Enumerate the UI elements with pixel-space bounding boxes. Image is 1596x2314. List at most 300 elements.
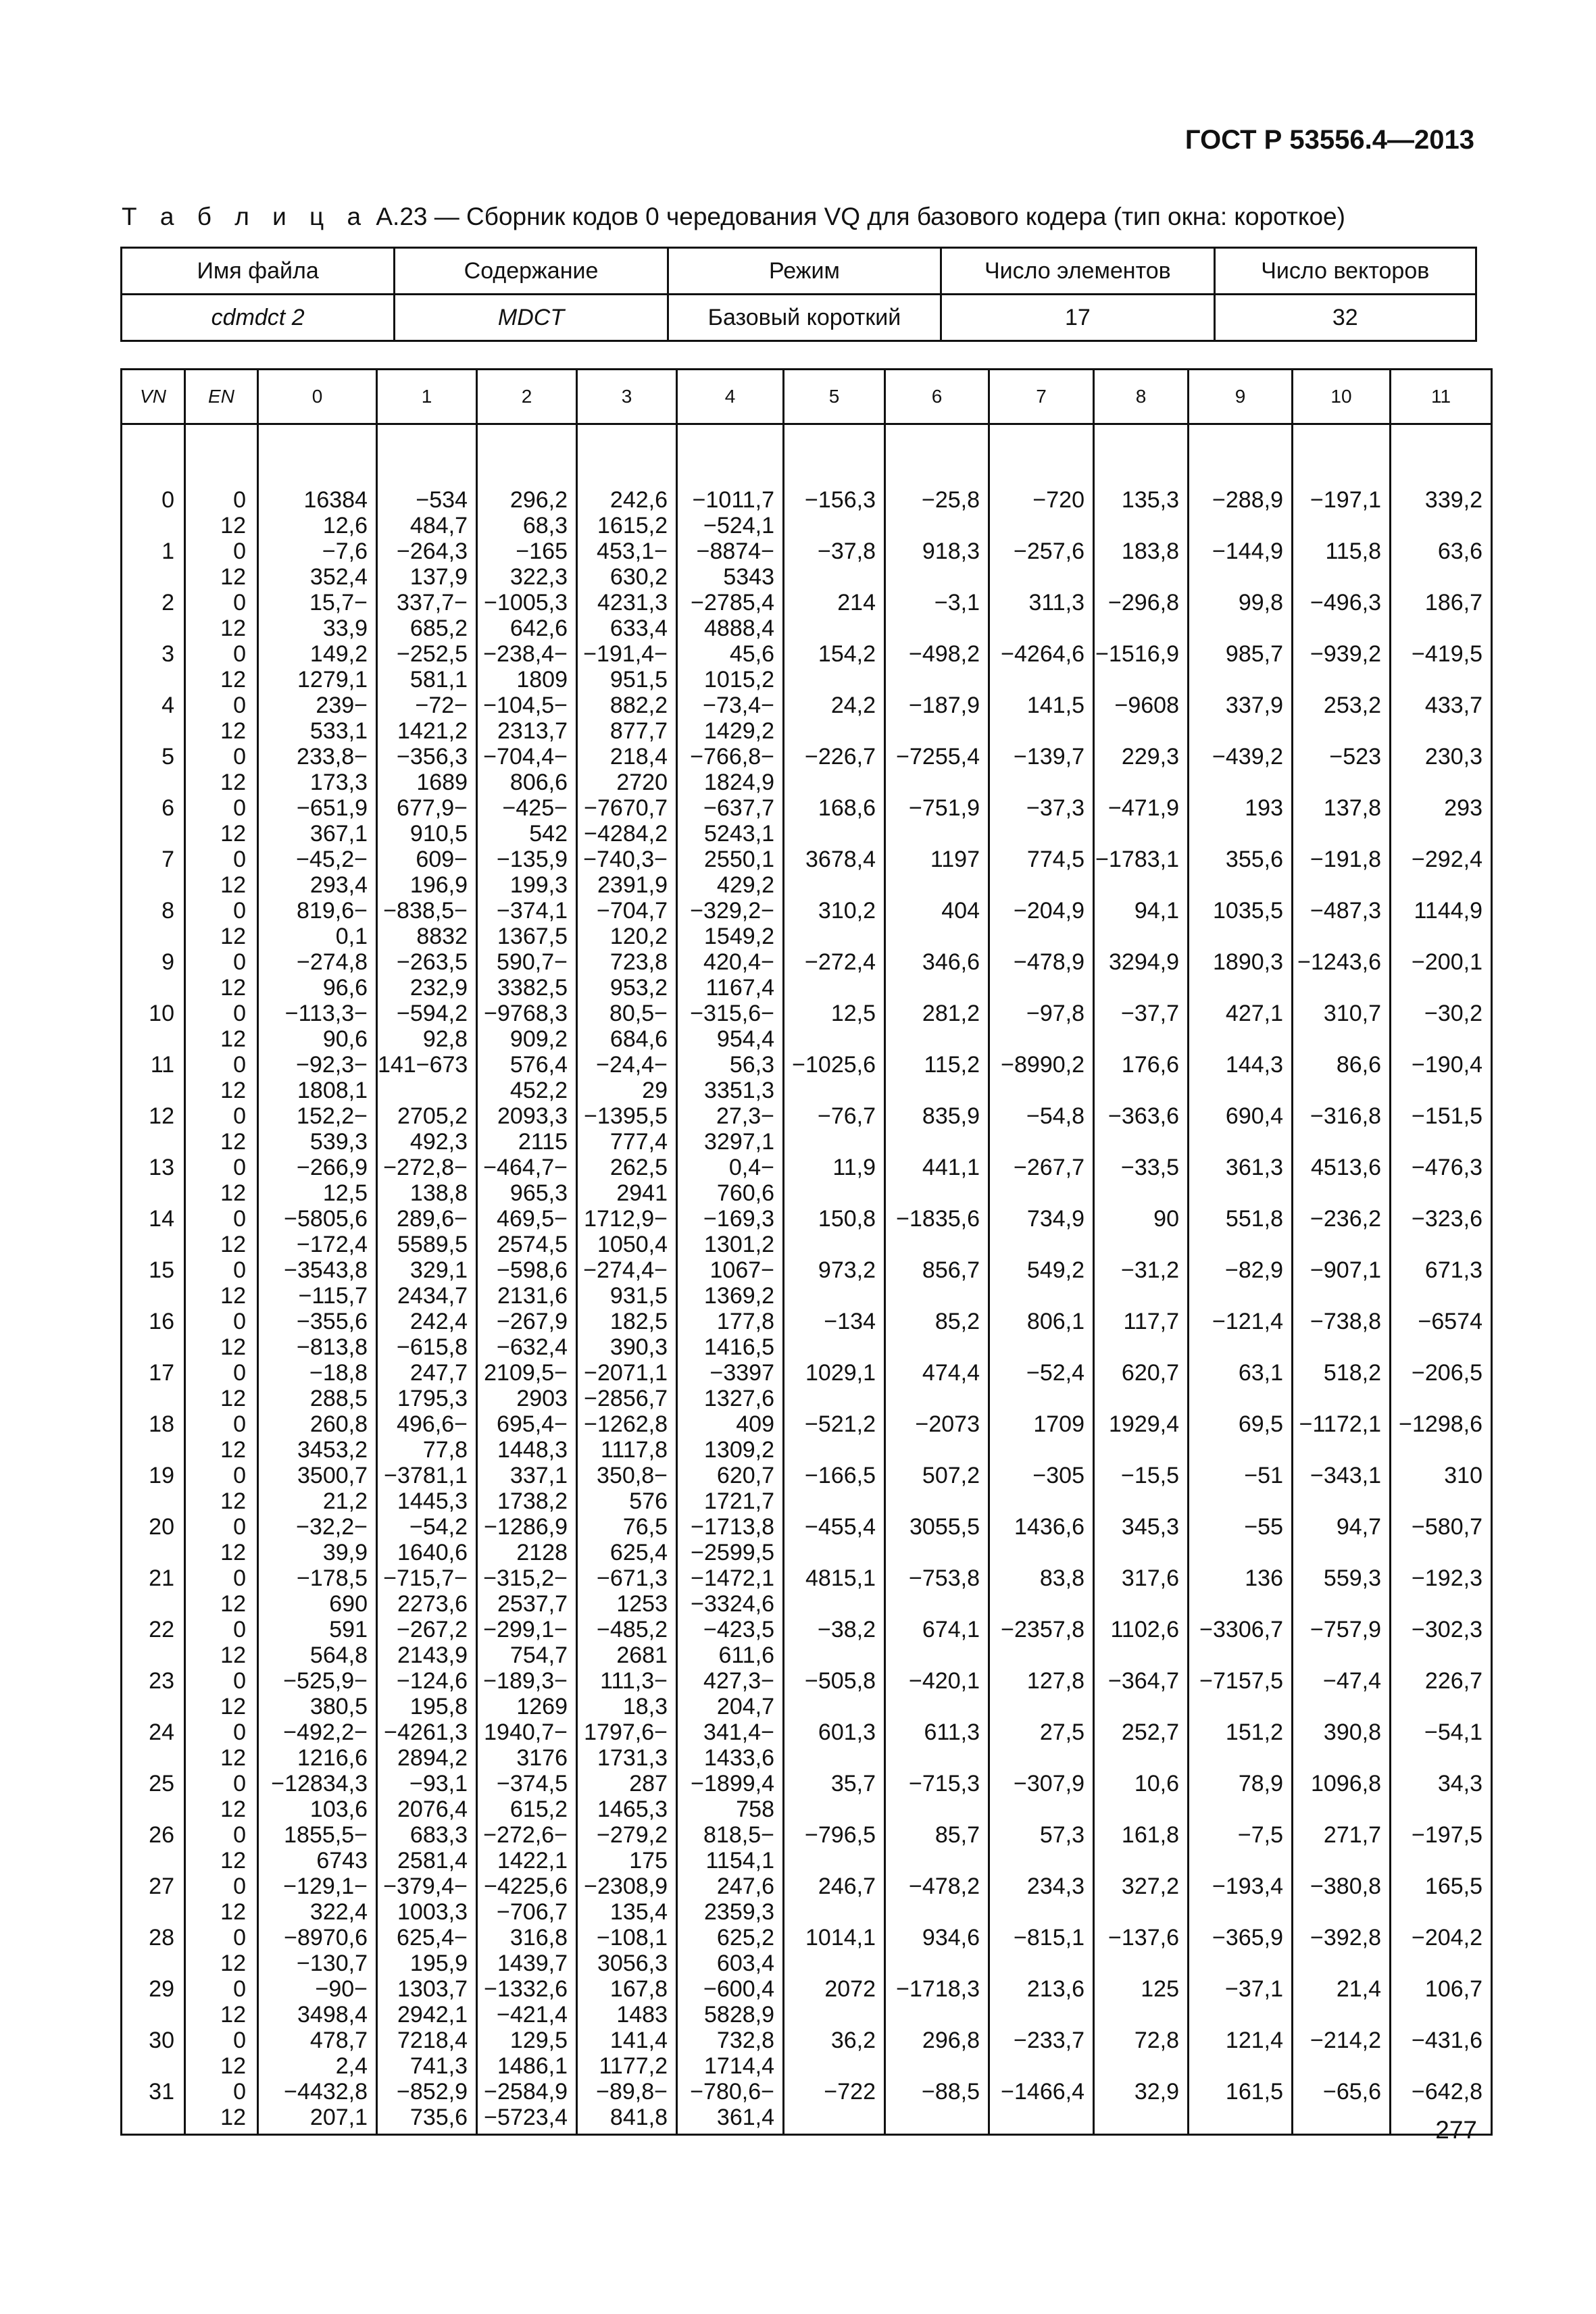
- en-value: 12: [220, 667, 246, 693]
- cell-value: [784, 1848, 876, 1873]
- info-mode: Базовый короткий: [668, 295, 941, 341]
- cell-value: −1243,6: [1297, 949, 1381, 975]
- cell-value: 2273,6: [397, 1591, 468, 1617]
- value-cell: [577, 898, 677, 949]
- cell-value: 103,6: [309, 1796, 368, 1822]
- cell-value: 355,6: [1225, 847, 1283, 872]
- cell-value: [1391, 1386, 1482, 1411]
- cell-value: 204,7: [716, 1694, 774, 1719]
- cell-value: [990, 1386, 1084, 1411]
- cell-value: −706,7: [497, 1899, 568, 1925]
- cell-value: 76,5: [622, 1514, 668, 1540]
- value-cell: [258, 424, 377, 539]
- value-cell: [677, 1925, 784, 1976]
- value-cell: [258, 1565, 377, 1617]
- cell-value: 620,7: [716, 1463, 774, 1488]
- vn-cell: [122, 2079, 185, 2135]
- value-cell: [1189, 795, 1293, 847]
- cell-value: −206,5: [1412, 1360, 1482, 1386]
- cell-value: 152,2−: [297, 1103, 368, 1129]
- value-cell: [258, 538, 377, 590]
- value-cell: [577, 693, 677, 744]
- cell-value: 1102,6: [1110, 1617, 1179, 1642]
- cell-value: [1095, 1232, 1179, 1257]
- value-cell: [1094, 1719, 1189, 1771]
- cell-value: [990, 1642, 1084, 1668]
- value-cell: [577, 1052, 677, 1103]
- table-row: [122, 1822, 1492, 1873]
- cell-value: [1095, 1848, 1179, 1873]
- cell-value: 186,7: [1424, 590, 1482, 615]
- cell-value: 1486,1: [497, 2053, 568, 2079]
- cell-value: 27,3−: [716, 1103, 774, 1129]
- caption-text: А.23 — Сборник кодов 0 чередования VQ для базового кодера (тип окна: короткое): [369, 203, 1345, 230]
- value-cell: [1391, 693, 1492, 744]
- cell-value: [886, 1283, 980, 1309]
- cell-value: 951,5: [609, 667, 668, 693]
- codebook-info-table: [120, 247, 1477, 342]
- vn-value: 9: [161, 949, 174, 975]
- cell-value: [1391, 564, 1482, 590]
- cell-value: 630,2: [609, 564, 668, 590]
- cell-value: 34,3: [1437, 1771, 1482, 1796]
- column-header: 11: [1391, 370, 1492, 424]
- value-cell: [1293, 1257, 1391, 1309]
- cell-value: 1448,3: [497, 1437, 568, 1463]
- vn-value: 7: [161, 847, 174, 872]
- cell-value: 329,1: [409, 1257, 468, 1283]
- cell-value: [1095, 1488, 1179, 1514]
- cell-value: −267,7: [1014, 1155, 1084, 1180]
- value-cell: [477, 538, 577, 590]
- cell-value: 135,3: [1121, 487, 1179, 513]
- cell-value: 2942,1: [397, 2002, 468, 2028]
- cell-value: 1144,9: [1414, 898, 1482, 924]
- value-cell: [989, 538, 1094, 590]
- cell-value: −815,1: [1014, 1925, 1084, 1951]
- cell-value: −37,3: [1026, 795, 1084, 821]
- cell-value: 341,4−: [703, 1719, 774, 1745]
- value-cell: [677, 1206, 784, 1257]
- cell-value: 1177,2: [599, 2053, 668, 2079]
- table-row: [122, 898, 1492, 949]
- cell-value: 1367,5: [497, 924, 568, 949]
- cell-value: 2131,6: [497, 1283, 568, 1309]
- en-value: 12: [220, 513, 246, 538]
- en-value: 12: [220, 718, 246, 744]
- cell-value: −189,3−: [483, 1668, 568, 1694]
- en-value: 0: [233, 1976, 246, 2002]
- cell-value: [1189, 1078, 1283, 1103]
- cell-value: 841,8: [609, 2105, 668, 2130]
- cell-value: 99,8: [1238, 590, 1283, 615]
- table-row: [122, 693, 1492, 744]
- value-cell: [258, 2028, 377, 2079]
- value-cell: [1094, 1976, 1189, 2028]
- cell-value: 1640,6: [397, 1540, 468, 1565]
- cell-value: −751,9: [909, 795, 980, 821]
- cell-value: 2115: [518, 1129, 568, 1155]
- cell-value: [1391, 1026, 1482, 1052]
- cell-value: −740,3−: [583, 847, 668, 872]
- value-cell: [477, 1771, 577, 1822]
- vn-value: 26: [149, 1822, 174, 1848]
- value-cell: [989, 2028, 1094, 2079]
- cell-value: [1189, 718, 1283, 744]
- cell-value: [1391, 1437, 1482, 1463]
- cell-value: 361,3: [1225, 1155, 1283, 1180]
- cell-value: −191,4−: [583, 641, 668, 667]
- cell-value: 350,8−: [597, 1463, 668, 1488]
- cell-value: −3306,7: [1199, 1617, 1283, 1642]
- value-cell: [477, 1103, 577, 1155]
- cell-value: 10,6: [1134, 1771, 1179, 1796]
- en-cell: [185, 1822, 258, 1873]
- cell-value: 603,4: [716, 1951, 774, 1976]
- value-cell: [258, 1001, 377, 1052]
- cell-value: [886, 1334, 980, 1360]
- cell-value: [1391, 1129, 1482, 1155]
- cell-value: [886, 2002, 980, 2028]
- cell-value: [1095, 1026, 1179, 1052]
- cell-value: 32,9: [1134, 2079, 1179, 2105]
- cell-value: −51: [1244, 1463, 1283, 1488]
- cell-value: [1189, 1026, 1283, 1052]
- cell-value: −4264,6: [1001, 641, 1084, 667]
- table-row: [122, 590, 1492, 641]
- cell-value: 1797,6−: [584, 1719, 668, 1745]
- cell-value: 484,7: [409, 513, 468, 538]
- cell-value: 2143,9: [397, 1642, 468, 1668]
- value-cell: [784, 1668, 885, 1719]
- cell-value: [886, 1437, 980, 1463]
- cell-value: [1293, 975, 1381, 1001]
- vn-value: 12: [149, 1103, 174, 1129]
- value-cell: [885, 1565, 989, 1617]
- cell-value: −113,3−: [284, 1001, 368, 1026]
- cell-value: 239−: [316, 693, 368, 718]
- value-cell: [377, 538, 477, 590]
- cell-value: [990, 1591, 1084, 1617]
- value-cell: [989, 1565, 1094, 1617]
- table-row: [122, 795, 1492, 847]
- cell-value: [990, 1180, 1084, 1206]
- cell-value: 293,4: [309, 872, 368, 898]
- cell-value: [1293, 2053, 1381, 2079]
- cell-value: [1189, 1848, 1283, 1873]
- value-cell: [377, 795, 477, 847]
- cell-value: −1011,7: [692, 487, 774, 513]
- value-cell: [677, 1668, 784, 1719]
- cell-value: [1391, 770, 1482, 795]
- cell-value: −796,5: [805, 1822, 876, 1848]
- cell-value: [1189, 1129, 1283, 1155]
- value-cell: [477, 641, 577, 693]
- cell-value: −72−: [415, 693, 468, 718]
- cell-value: 18,3: [622, 1694, 668, 1719]
- cell-value: 296,8: [922, 2028, 980, 2053]
- cell-value: 1035,5: [1213, 898, 1283, 924]
- vn-cell: [122, 693, 185, 744]
- cell-value: −200,1: [1412, 949, 1482, 975]
- value-cell: [477, 1257, 577, 1309]
- cell-value: 3498,4: [297, 2002, 368, 2028]
- cell-value: −671,3: [597, 1565, 668, 1591]
- value-cell: [1094, 1822, 1189, 1873]
- cell-value: 242,6: [609, 487, 668, 513]
- cell-value: 154,2: [818, 641, 876, 667]
- cell-value: 734,9: [1026, 1206, 1084, 1232]
- cell-value: 507,2: [922, 1463, 980, 1488]
- cell-value: −365,9: [1212, 1925, 1283, 1951]
- cell-value: 150,8: [818, 1206, 876, 1232]
- value-cell: [885, 2079, 989, 2135]
- cell-value: −2073: [915, 1411, 980, 1437]
- cell-value: 56,3: [729, 1052, 774, 1078]
- cell-value: [886, 1642, 980, 1668]
- table-row: [122, 1052, 1492, 1103]
- column-header: VN: [122, 370, 185, 424]
- value-cell: [377, 1257, 477, 1309]
- cell-value: 289,6−: [397, 1206, 468, 1232]
- value-cell: [258, 1925, 377, 1976]
- cell-value: 835,9: [922, 1103, 980, 1129]
- cell-value: −757,9: [1310, 1617, 1381, 1642]
- en-value: 12: [220, 1437, 246, 1463]
- value-cell: [577, 538, 677, 590]
- value-cell: [477, 1155, 577, 1206]
- value-cell: [1293, 1309, 1391, 1360]
- cell-value: [886, 1951, 980, 1976]
- cell-value: [1095, 615, 1179, 641]
- cell-value: −24,4−: [596, 1052, 668, 1078]
- cell-value: −738,8: [1310, 1309, 1381, 1334]
- cell-value: [1293, 1591, 1381, 1617]
- cell-value: [886, 1180, 980, 1206]
- vn-value: 21: [149, 1565, 174, 1591]
- cell-value: −252,5: [397, 641, 468, 667]
- value-cell: [989, 1052, 1094, 1103]
- cell-value: −197,1: [1310, 487, 1381, 513]
- value-cell: [377, 1617, 477, 1668]
- cell-value: [1293, 1232, 1381, 1257]
- cell-value: 4815,1: [805, 1565, 876, 1591]
- en-value: 0: [233, 1925, 246, 1951]
- value-cell: [885, 1873, 989, 1925]
- vn-cell: [122, 744, 185, 795]
- value-cell: [477, 1514, 577, 1565]
- cell-value: [990, 1129, 1084, 1155]
- cell-value: −374,5: [497, 1771, 568, 1796]
- value-cell: [784, 1052, 885, 1103]
- cell-value: 918,3: [922, 538, 980, 564]
- cell-value: −3397: [709, 1360, 774, 1386]
- value-cell: [1293, 1155, 1391, 1206]
- value-cell: [989, 795, 1094, 847]
- value-cell: [258, 847, 377, 898]
- cell-value: −704,4−: [483, 744, 568, 770]
- cell-value: 120,2: [609, 924, 668, 949]
- value-cell: [1189, 1719, 1293, 1771]
- cell-value: [784, 1642, 876, 1668]
- value-cell: [1391, 1925, 1492, 1976]
- cell-value: [990, 975, 1084, 1001]
- cell-value: [1391, 872, 1482, 898]
- value-cell: [258, 1360, 377, 1411]
- cell-value: 2581,4: [397, 1848, 468, 1873]
- cell-value: −9608: [1114, 693, 1179, 718]
- value-cell: [677, 1463, 784, 1514]
- cell-value: [886, 718, 980, 744]
- cell-value: −124,6: [397, 1668, 468, 1694]
- cell-value: [886, 1129, 980, 1155]
- cell-value: 954,4: [716, 1026, 774, 1052]
- cell-value: 601,3: [818, 1719, 876, 1745]
- vn-value: 22: [149, 1617, 174, 1642]
- cell-value: −380,8: [1310, 1873, 1381, 1899]
- vn-cell: [122, 898, 185, 949]
- cell-value: −7,5: [1237, 1822, 1283, 1848]
- cell-value: −8874−: [696, 538, 774, 564]
- cell-value: 141,5: [1026, 693, 1084, 718]
- value-cell: [477, 2028, 577, 2079]
- cell-value: 253,2: [1323, 693, 1381, 718]
- cell-value: −1783,1: [1095, 847, 1179, 872]
- cell-value: −1395,5: [584, 1103, 668, 1129]
- cell-value: −144,9: [1212, 538, 1283, 564]
- cell-value: 229,3: [1121, 744, 1179, 770]
- value-cell: [1189, 693, 1293, 744]
- cell-value: [886, 1694, 980, 1719]
- cell-value: 232,9: [409, 975, 468, 1001]
- cell-value: [886, 2053, 980, 2079]
- cell-value: 233,8−: [297, 744, 368, 770]
- cell-value: 1369,2: [704, 1283, 774, 1309]
- cell-value: 226,7: [1424, 1668, 1482, 1694]
- cell-value: 5243,1: [704, 821, 774, 847]
- value-cell: [1391, 1719, 1492, 1771]
- cell-value: −420,1: [909, 1668, 980, 1694]
- cell-value: 12,5: [322, 1180, 368, 1206]
- cell-value: −266,9: [297, 1155, 368, 1180]
- cell-value: 165,5: [1424, 1873, 1482, 1899]
- value-cell: [258, 1719, 377, 1771]
- value-cell: [784, 1771, 885, 1822]
- cell-value: −204,9: [1014, 898, 1084, 924]
- value-cell: [1094, 1052, 1189, 1103]
- cell-value: [1293, 1745, 1381, 1771]
- cell-value: −263,5: [397, 949, 468, 975]
- cell-value: [886, 872, 980, 898]
- table-header-row: [122, 370, 1492, 424]
- value-cell: [1189, 538, 1293, 590]
- value-cell: [477, 1822, 577, 1873]
- value-cell: [989, 1668, 1094, 1719]
- cell-value: −272,6−: [483, 1822, 568, 1848]
- cell-value: [1095, 770, 1179, 795]
- cell-value: [784, 1951, 876, 1976]
- cell-value: −272,8−: [383, 1155, 468, 1180]
- cell-value: −637,7: [703, 795, 774, 821]
- value-cell: [1189, 1976, 1293, 2028]
- cell-value: [1095, 1591, 1179, 1617]
- cell-value: [886, 564, 980, 590]
- en-value: 0: [233, 1052, 246, 1078]
- value-cell: [377, 1001, 477, 1052]
- cell-value: 760,6: [716, 1180, 774, 1206]
- cell-value: [1293, 1540, 1381, 1565]
- cell-value: [1095, 1129, 1179, 1155]
- cell-value: 732,8: [716, 2028, 774, 2053]
- value-cell: [677, 1873, 784, 1925]
- value-cell: [1293, 1565, 1391, 1617]
- cell-value: 3056,3: [597, 1951, 668, 1976]
- cell-value: [1293, 1642, 1381, 1668]
- cell-value: [990, 1026, 1084, 1052]
- vn-value: 1: [161, 538, 174, 564]
- cell-value: 310,7: [1323, 1001, 1381, 1026]
- cell-value: −715,3: [909, 1771, 980, 1796]
- en-cell: [185, 1565, 258, 1617]
- cell-value: −523: [1329, 744, 1381, 770]
- value-cell: [577, 1514, 677, 1565]
- cell-value: 218,4: [609, 744, 668, 770]
- cell-value: 2,4: [335, 2053, 368, 2079]
- cell-value: −121,4: [1212, 1309, 1283, 1334]
- cell-value: −1899,4: [691, 1771, 774, 1796]
- value-cell: [258, 949, 377, 1001]
- en-value: 12: [220, 1129, 246, 1155]
- cell-value: −419,5: [1412, 641, 1482, 667]
- cell-value: [1391, 1796, 1482, 1822]
- cell-value: −192,3: [1412, 1565, 1482, 1591]
- cell-value: [1293, 770, 1381, 795]
- column-header: EN: [185, 370, 258, 424]
- value-cell: [1391, 1360, 1492, 1411]
- column-header: 0: [258, 370, 377, 424]
- cell-value: 195,9: [409, 1951, 468, 1976]
- cell-value: −505,8: [805, 1668, 876, 1694]
- cell-value: [1189, 667, 1283, 693]
- cell-value: 161,5: [1225, 2079, 1283, 2105]
- value-cell: [989, 1617, 1094, 1668]
- cell-value: 0,4−: [728, 1155, 774, 1180]
- en-cell: [185, 1719, 258, 1771]
- cell-value: 322,3: [509, 564, 568, 590]
- value-cell: [477, 949, 577, 1001]
- table-row: [122, 1257, 1492, 1309]
- cell-value: 380,5: [309, 1694, 368, 1719]
- vn-cell: [122, 1668, 185, 1719]
- cell-value: [886, 615, 980, 641]
- value-cell: [885, 693, 989, 744]
- value-cell: [1391, 1001, 1492, 1052]
- cell-value: 856,7: [922, 1257, 980, 1283]
- value-cell: [989, 1206, 1094, 1257]
- cell-value: −108,1: [597, 1925, 668, 1951]
- value-cell: [477, 744, 577, 795]
- cell-value: [1095, 975, 1179, 1001]
- value-cell: [477, 847, 577, 898]
- value-cell: [885, 641, 989, 693]
- value-cell: [1293, 1719, 1391, 1771]
- cell-value: 168,6: [818, 795, 876, 821]
- cell-value: −813,8: [297, 1334, 368, 1360]
- cell-value: −632,4: [497, 1334, 568, 1360]
- cell-value: [1095, 1386, 1179, 1411]
- cell-value: 346,6: [922, 949, 980, 975]
- cell-value: 90,6: [322, 1026, 368, 1052]
